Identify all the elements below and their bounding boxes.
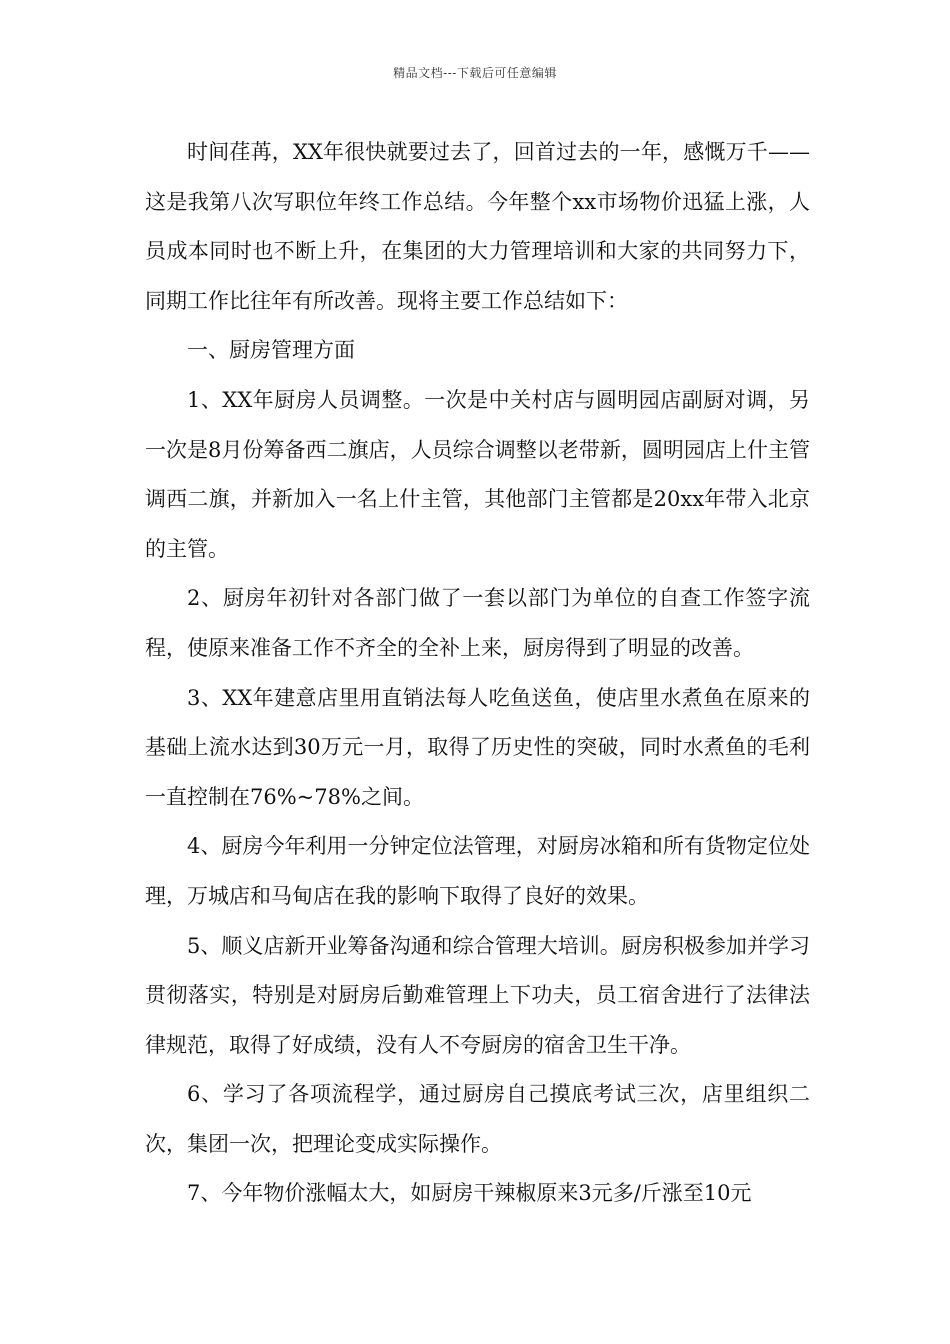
item-paragraph-1: 1、XX年厨房人员调整。一次是中关村店与圆明园店副厨对调，另一次是8月份筹备西二旗店，人员综合调整以老带新，圆明园店上什主管调西二旗，并新加入一名上什主管，其他部门主管都是20xx年带入北京的主管。	[145, 387, 810, 561]
item-paragraph-7: 7、今年物价涨幅太大，如厨房干辣椒原来3元多/斤涨至10元	[187, 1181, 752, 1206]
page-header: 精品文档---下载后可任意编辑	[393, 66, 557, 80]
item-paragraph-2: 2、厨房年初针对各部门做了一套以部门为单位的自查工作签字流程，使原来准备工作不齐全的全补上来，厨房得到了明显的改善。	[145, 586, 810, 660]
section-heading-kitchen-management: 一、厨房管理方面	[187, 338, 355, 363]
item-paragraph-4: 4、厨房今年利用一分钟定位法管理，对厨房冰箱和所有货物定位处理，万城店和马甸店在我的影响下取得了良好的效果。	[145, 834, 810, 908]
document-body	[145, 128, 810, 1219]
item-paragraph-6: 6、学习了各项流程学，通过厨房自己摸底考试三次，店里组织二次，集团一次，把理论变成实际操作。	[145, 1082, 810, 1156]
item-paragraph-5: 5、顺义店新开业筹备沟通和综合管理大培训。厨房积极参加并学习贯彻落实，特别是对厨房后勤难管理上下功夫，员工宿舍进行了法律法律规范，取得了好成绩，没有人不夸厨房的宿舍卫生干净。	[145, 933, 810, 1057]
item-paragraph-3: 3、XX年建意店里用直销法每人吃鱼送鱼，使店里水煮鱼在原来的基础上流水达到30万元一月，取得了历史性的突破，同时水煮鱼的毛利一直控制在76%~78%之间。	[145, 685, 810, 809]
intro-paragraph: 时间荏苒，XX年很快就要过去了，回首过去的一年，感慨万千——这是我第八次写职位年终工作总结。今年整个xx市场物价迅猛上涨，人员成本同时也不断上升，在集团的大力管理培训和大家的共同努力下，同期工作比往年有所改善。现将主要工作总结如下：	[145, 140, 810, 313]
